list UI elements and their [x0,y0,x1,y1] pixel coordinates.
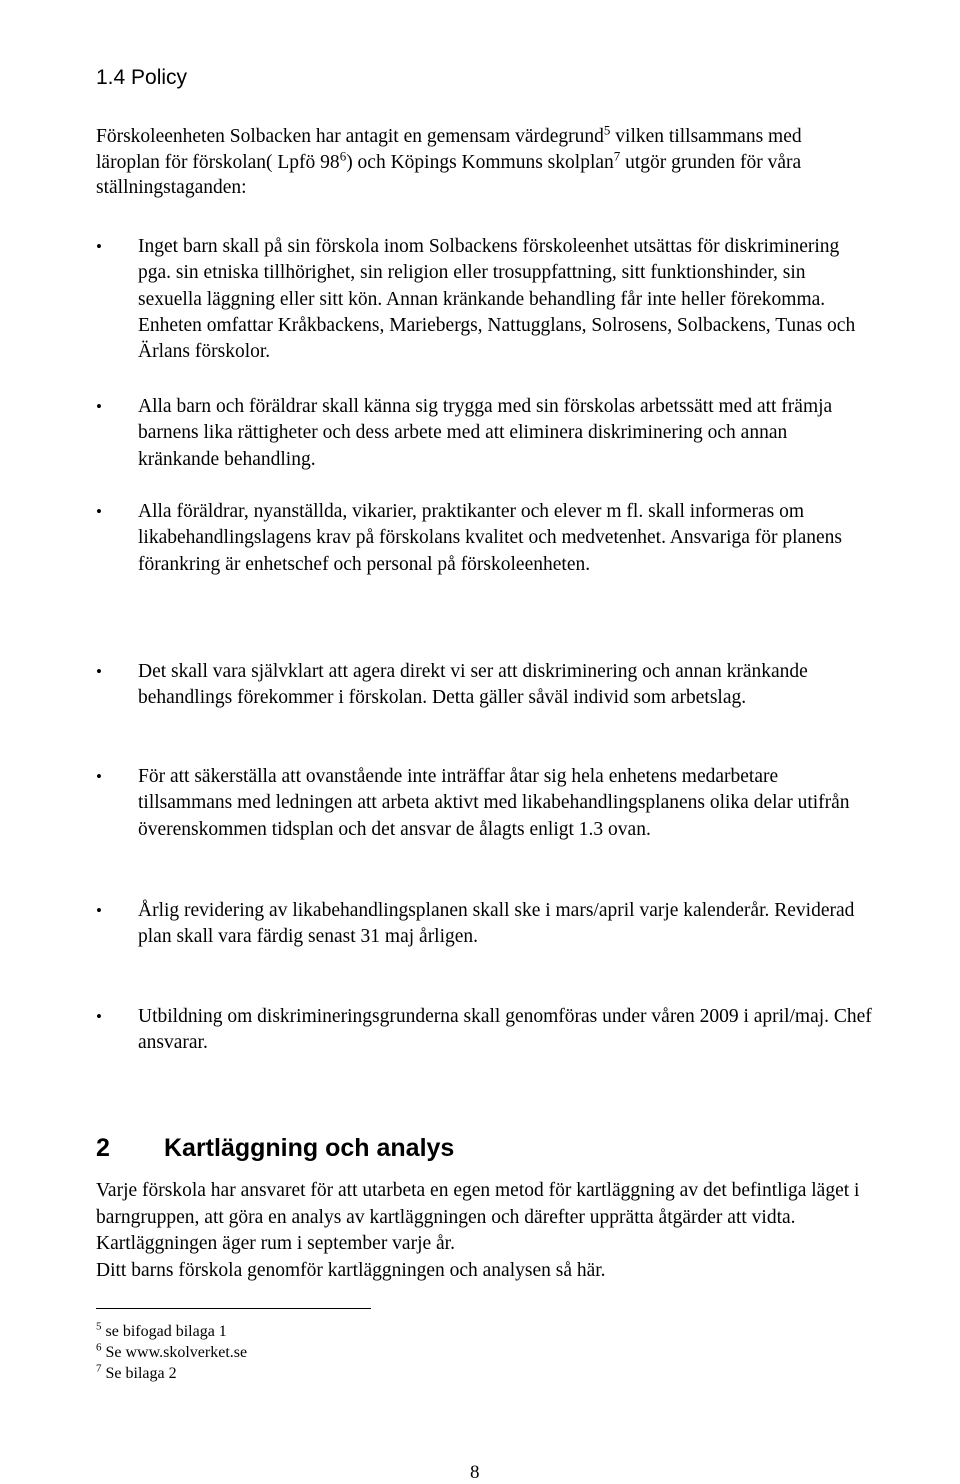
bullet-text: För att säkerställa att ovanstående inte inträffar åtar sig hela enhetens medarbetare tillsammans med ledningen att arbeta aktivt med likabehandlingsplanens olika delar utifrån överenskommen tidsplan och det ansvar de ålagts enligt 1.3 ovan. [138,766,850,840]
bullet-text: Utbildning om diskrimineringsgrunderna skall genomföras under våren 2009 i april/maj. Chef ansvarar. [138,1006,872,1054]
section-title: Kartläggning och analys [164,1134,455,1162]
section-number: 2 [96,1134,110,1162]
footnote-ref-5[interactable]: 5 [603,122,611,138]
footnote-ref-6[interactable]: 6 [339,148,347,163]
bullet-icon: • [96,1007,102,1026]
footnote-number: 7 [96,1362,102,1375]
section-2-paragraph: Varje förskola har ansvaret för att utarbeta en egen metod för kartläggning av det befintliga läget i barngruppen, att göra en analys av kartläggningen och därefter upprätta åtgärder att vidta. Kartläggningen äger rum i september varje år. [96,1180,860,1254]
intro-paragraph [96,124,866,201]
bullet-icon: • [96,502,102,521]
bullet-text: Det skall vara självklart att agera direkt vi ser att diskriminering och annan kränkande behandlings förekommer i förskolan. Detta gäller såväl individ som arbetslag. [138,661,808,709]
footnotes [96,1321,247,1384]
footnote-ref-7[interactable]: 7 [613,148,621,163]
bullet-icon: • [96,901,102,920]
footnote [96,1342,247,1363]
section-2-body [96,1178,886,1284]
bullet-icon: • [96,237,102,256]
bullet-text: Årlig revidering av likabehandlingsplanen skall ske i mars/april varje kalenderår. Reviderad plan skall vara färdig senast 31 maj årligen. [138,900,855,948]
footnote-text: se bifogad bilaga 1 [105,1323,227,1340]
section-heading-1-4: 1.4 Policy [96,66,188,89]
footnote-number: 6 [96,1341,102,1354]
bullet-icon: • [96,662,102,681]
bullet-text: Inget barn skall på sin förskola inom Solbackens förskoleenhet utsättas för diskriminering pga. sin etniska tillhörighet, sin religion eller trosuppfattning, sitt funktionshinder, sin sexuella läggning eller sitt kön. Annan kränkande behandling får inte heller förekomma. Enheten omfattar Kråkbackens, Mariebergs, Nattugglans, Solrosens, Solbackens, Tunas och Ärlans förskolor. [138,236,856,363]
footnote [96,1363,247,1384]
section-heading-2 [96,1134,454,1163]
intro-text-1: Förskoleenheten Solbacken har antagit en gemensam värdegrund [96,126,604,147]
intro-text-4: utgör grunden för våra ställningstaganden: [96,151,802,198]
intro-text-3: ) och Köpings Kommuns skolplan [346,151,614,173]
footnote-text[interactable]: Se www.skolverket.se [105,1344,248,1361]
bullet-icon: • [96,767,102,786]
bullet-icon: • [96,397,102,416]
section-2-line: Ditt barns förskola genomför kartläggningen och analysen så här. [96,1259,606,1281]
footnote-divider [96,1308,371,1309]
bullet-text: Alla föräldrar, nyanställda, vikarier, praktikanter och elever m fl. skall informeras om likabehandlingslagens krav på förskolans kvalitet och medvetenhet. Ansvariga för planens förankring är enhetschef och personal på förskoleenheten. [138,501,842,575]
footnote [96,1321,247,1342]
footnote-number: 5 [96,1320,102,1333]
intro-text-2: vilken tillsammans med läroplan för förskolan( Lpfö 98 [96,126,802,173]
page-number: 8 [470,1462,480,1483]
footnote-text: Se bilaga 2 [105,1365,177,1382]
bullet-text: Alla barn och föräldrar skall känna sig trygga med sin förskolas arbetssätt med att främja barnens lika rättigheter och dess arbete med att eliminera diskriminering och annan kränkande behandling. [138,396,833,470]
